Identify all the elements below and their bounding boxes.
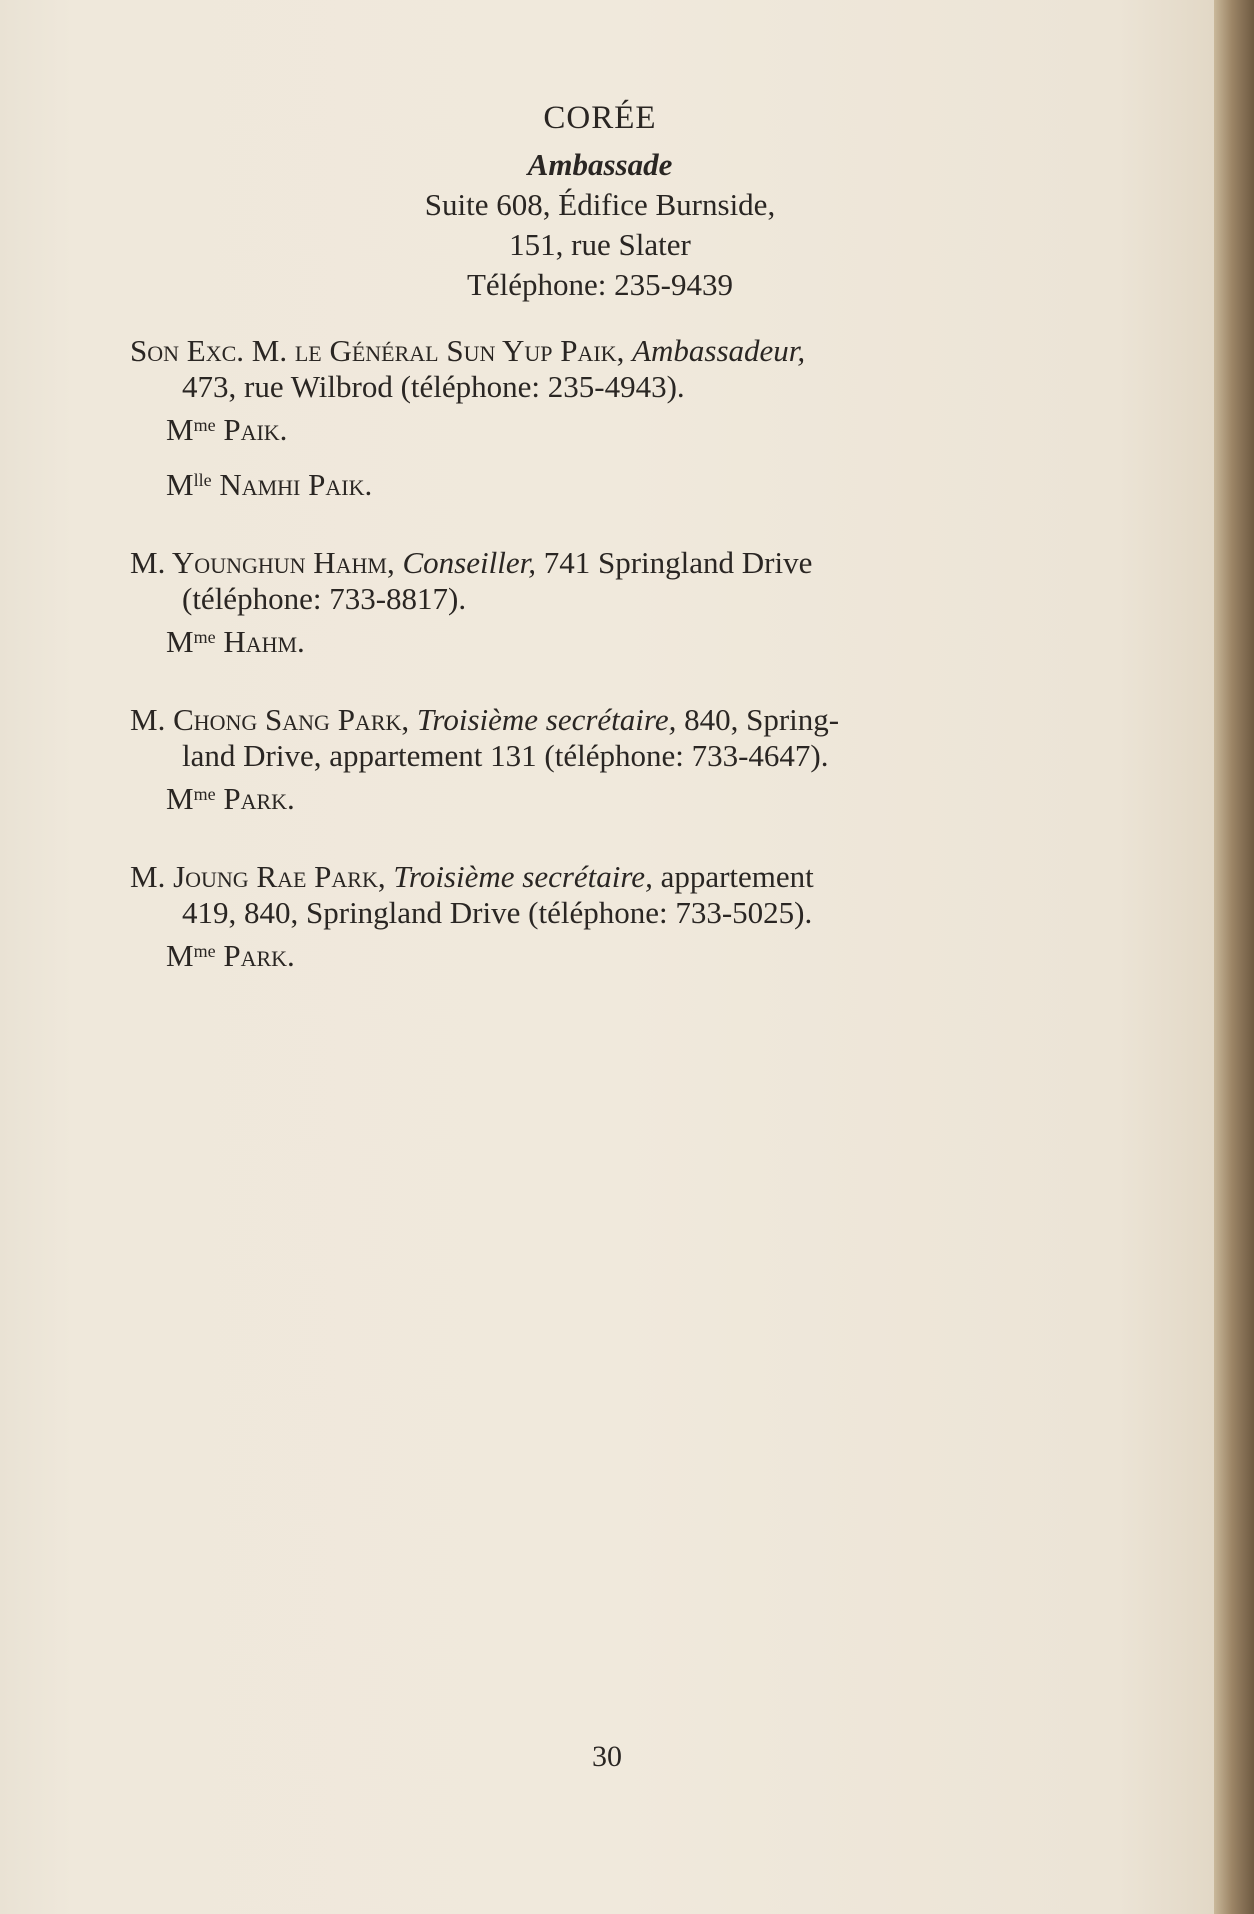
- staff-details: (téléphone: 733-8817).: [182, 581, 467, 616]
- staff-details-inline: appartement: [660, 859, 814, 894]
- staff-details-inline: 840, Spring-: [684, 702, 840, 737]
- page-number: 30: [592, 1740, 622, 1773]
- spouse-line: $M^{me}$ Park.: [166, 938, 295, 973]
- address-line-1: Suite 608, Édifice Burnside,: [424, 187, 776, 222]
- spouse-line: $M^{me}$ Hahm.: [166, 624, 305, 659]
- country-heading: CORÉE: [543, 100, 657, 136]
- telephone: Téléphone: 235-9439: [466, 267, 733, 302]
- staff-name: Son Exc. M. le Général Sun Yup Paik,: [130, 333, 625, 368]
- directory-content: [130, 100, 1070, 974]
- staff-entry: [130, 333, 1070, 503]
- spouse-line: $M^{me}$ Paik.: [166, 412, 288, 447]
- staff-name: M. Joung Rae Park,: [130, 859, 386, 894]
- book-spine: [1214, 0, 1254, 1914]
- staff-title: Ambassadeur,: [632, 333, 806, 368]
- staff-title: Troisième secrétaire,: [416, 702, 677, 737]
- staff-title: Conseiller,: [402, 545, 536, 580]
- staff-entry: [130, 545, 1070, 660]
- staff-details: 473, rue Wilbrod (téléphone: 235-4943).: [182, 369, 685, 404]
- staff-entry: [130, 702, 1070, 817]
- staff-entry: [130, 859, 1070, 974]
- staff-details: land Drive, appartement 131 (téléphone: 733-4647).: [182, 738, 829, 773]
- address-line-2: 151, rue Slater: [509, 227, 691, 262]
- mission-type: Ambassade: [527, 147, 673, 182]
- entry-first-line: [130, 859, 1070, 895]
- staff-details-inline: 741 Springland Drive: [543, 545, 813, 580]
- staff-details: 419, 840, Springland Drive (téléphone: 733-5025).: [182, 895, 813, 930]
- entry-first-line: [130, 545, 1070, 581]
- entry-first-line: [130, 702, 1070, 738]
- staff-name: M. Younghun Hahm,: [130, 545, 395, 580]
- staff-name: M. Chong Sang Park,: [130, 702, 410, 737]
- entry-first-line: [130, 333, 1070, 369]
- spouse-line: $M^{me}$ Park.: [166, 781, 295, 816]
- spouse-line: $M^{lle}$ Namhi Paik.: [166, 467, 373, 502]
- staff-title: Troisième secrétaire,: [393, 859, 653, 894]
